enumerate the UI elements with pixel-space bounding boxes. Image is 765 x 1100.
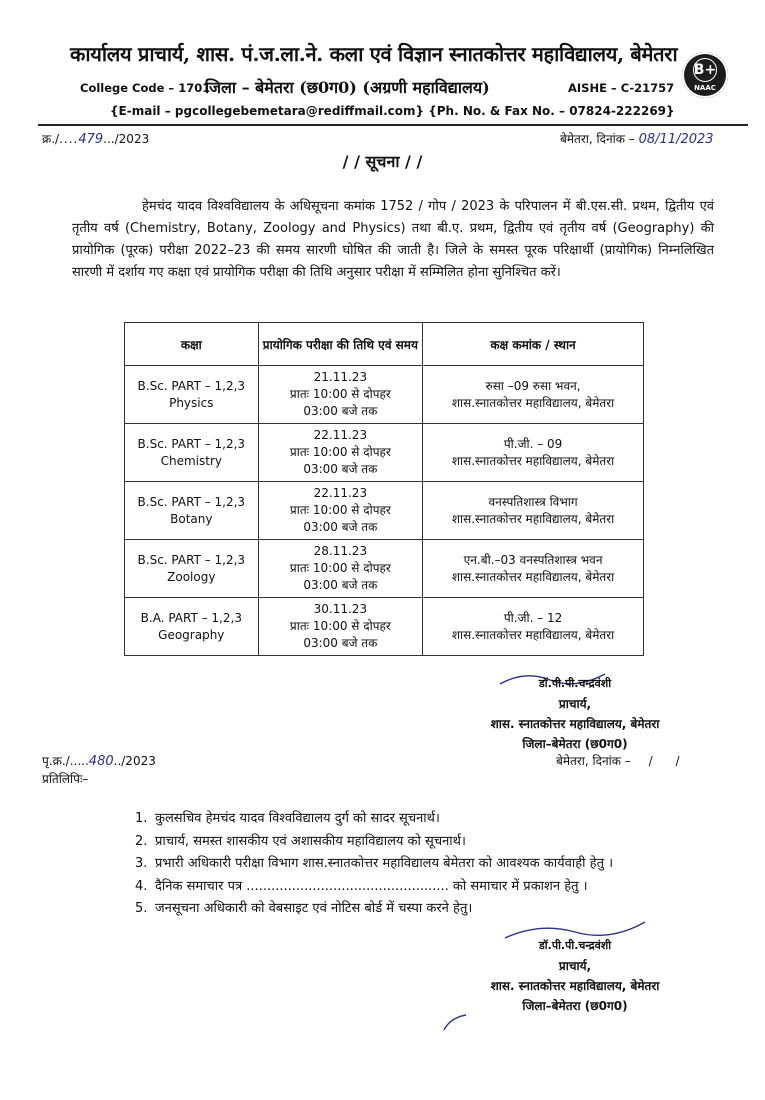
ref-prefix: क्र./	[42, 132, 60, 146]
exam-time-start: प्रातः 10:00 से दोपहर	[289, 561, 391, 575]
subject-name: Geography	[158, 627, 225, 642]
header-class: कक्षा	[125, 323, 259, 366]
ref-prefix: पृ.क्र./	[42, 754, 70, 768]
table-header-row	[125, 323, 644, 366]
exam-date: 22.11.23	[313, 428, 368, 442]
list-item-text: प्रभारी अधिकारी परीक्षा विभाग शास.स्नातकोत्तर महाविद्यालय बेमेतरा को आवश्यक कार्यवाही हेतु ।	[155, 856, 614, 871]
naac-badge-icon	[682, 52, 728, 98]
room-number: एन.बी.–03 वनस्पतिशास्त्र भवन	[463, 552, 603, 567]
table-row	[125, 366, 644, 424]
letterhead-title: कार्यालय प्राचार्य, शास. पं.ज.ला.ने. कला एवं विज्ञान स्नातकोत्तर महाविद्यालय, बेमेतरा	[70, 42, 678, 66]
header-date-time: प्रायोगिक परीक्षा की तिथि एवं समय	[258, 323, 423, 366]
list-item-text: दैनिक समाचार पत्र ................................................. को समाचार में प्रकाशन हेतु ।	[155, 878, 588, 894]
naac-label: NAAC	[694, 84, 716, 92]
exam-time-end: 03:00 बजे तक	[303, 520, 378, 534]
class-name: B.Sc. PART – 1,2,3	[137, 494, 246, 509]
principal-name: डॉ.पी.पी.चन्द्रवंशी	[538, 939, 612, 952]
table-row	[125, 540, 644, 598]
room-location: शास.स्नातकोत्तर महाविद्यालय, बेमेतरा	[451, 569, 615, 584]
subject-name: Zoology	[167, 569, 216, 584]
room-number: वनस्पतिशास्त्र विभाग	[488, 494, 578, 509]
signature-block-1	[440, 674, 710, 754]
class-name: B.Sc. PART – 1,2,3	[137, 552, 246, 567]
exam-time-end: 03:00 बजे तक	[303, 462, 378, 476]
list-item: 4. दैनिक समाचार पत्र ................................................. को समाचार में प्रकाशन हेतु ।	[135, 878, 588, 894]
college-code: College Code – 1701	[80, 81, 211, 95]
list-item-text: प्राचार्य, समस्त शासकीय एवं अशासकीय महाविद्यालय को सूचनार्थ।	[155, 833, 466, 849]
date-cell	[258, 482, 423, 540]
room-cell	[423, 482, 644, 540]
date-cell	[258, 366, 423, 424]
class-name: B.Sc. PART – 1,2,3	[137, 378, 246, 393]
room-number: पी.जी. – 09	[503, 436, 563, 451]
subject-name: Chemistry	[160, 453, 222, 468]
ref-number-bottom: पृ.क्र./.....480../2023	[42, 754, 156, 769]
exam-timetable	[124, 322, 644, 656]
table-row	[125, 598, 644, 656]
list-item-text: जनसूचना अधिकारी को वेबसाइट एवं नोटिस बोर्ड में चस्पा करने हेतु।	[155, 901, 473, 916]
date-top	[560, 130, 714, 147]
notice-body-text: हेमचंद यादव विश्वविद्यालय के अधिसूचना कमांक 1752 / गोप / 2023 के परिपालन में बी.एस.सी. प्रथम, द्वितीय एवं तृतीय वर्ष (Chemistry, Botany, Zoology and Physics) तथा बी.ए. प्रथम, द्वितीय एवं तृतीय वर्ष (Geography) की प्रायोगिक (पूरक) परीक्षा 2022–23 की समय सारणी घोषित की जाती है। जिले के समस्त पूरक परिक्षार्थी (प्रायोगिक) निम्नलिखित सारणी में दर्शाय गए कक्षा एवं प्रायोगिक परीक्षा की तिथि अनुसार परीक्षा में सम्मिलित होना सुनिश्चित करें।	[72, 199, 714, 280]
class-cell	[125, 598, 259, 656]
notice-heading: / / सूचना / /	[342, 152, 423, 171]
cc-label: प्रतिलिपिः–	[42, 772, 89, 786]
list-item: 1. कुलसचिव हेमचंद यादव विश्वविद्यालय दुर्ग को सादर सूचनार्थ।	[135, 811, 440, 826]
room-cell	[423, 598, 644, 656]
class-cell	[125, 366, 259, 424]
ref-year: /2023	[114, 132, 150, 146]
list-item: 2. प्राचार्य, समस्त शासकीय एवं अशासकीय महाविद्यालय को सूचनार्थ।	[135, 833, 466, 849]
class-name: B.A. PART – 1,2,3	[140, 610, 242, 625]
header-room: कक्ष कमांक / स्थान	[423, 323, 644, 366]
exam-time-start: प्रातः 10:00 से दोपहर	[289, 445, 391, 459]
district-line: जिला – बेमेतरा (छ0ग0) (अग्रणी महाविद्यालय)	[205, 78, 490, 97]
class-cell	[125, 540, 259, 598]
date-cell	[258, 598, 423, 656]
date-bottom	[556, 752, 680, 769]
room-cell	[423, 424, 644, 482]
subject-name: Physics	[169, 395, 214, 410]
signature-block-2	[440, 936, 710, 1016]
exam-date: 22.11.23	[313, 486, 368, 500]
room-location: शास.स्नातकोत्तर महाविद्यालय, बेमेतरा	[451, 627, 615, 642]
principal-designation: प्राचार्य,	[558, 697, 592, 711]
exam-time-end: 03:00 बजे तक	[303, 636, 378, 650]
date-label: बेमेतरा, दिनांक –	[560, 132, 635, 146]
table-row	[125, 424, 644, 482]
class-name: B.Sc. PART – 1,2,3	[137, 436, 246, 451]
exam-date: 30.11.23	[313, 602, 368, 616]
date-cell	[258, 540, 423, 598]
copy-to-list	[135, 808, 735, 921]
principal-institution: शास. स्नातकोत्तर महाविद्यालय, बेमेतरा	[490, 717, 660, 731]
exam-time-end: 03:00 बजे तक	[303, 578, 378, 592]
date-blank: / /	[648, 754, 680, 768]
list-item: 3. प्रभारी अधिकारी परीक्षा विभाग शास.स्नातकोत्तर महाविद्यालय बेमेतरा को आवश्यक कार्यवाही हेतु ।	[135, 856, 614, 871]
room-number: रुसा –09 रुसा भवन,	[485, 378, 581, 393]
exam-date: 28.11.23	[313, 544, 368, 558]
table-row	[125, 482, 644, 540]
date-label: बेमेतरा, दिनांक –	[556, 754, 631, 768]
room-number: पी.जी. – 12	[503, 610, 563, 625]
principal-institution: शास. स्नातकोत्तर महाविद्यालय, बेमेतरा	[490, 979, 660, 993]
principal-district: जिला–बेमेतरा (छ0ग0)	[522, 737, 628, 751]
subject-name: Botany	[170, 511, 213, 526]
class-cell	[125, 482, 259, 540]
principal-name: डॉ.पी.पी.चन्द्रवंशी	[538, 677, 612, 690]
exam-date: 21.11.23	[313, 370, 368, 384]
principal-designation: प्राचार्य,	[558, 959, 592, 973]
principal-district: जिला–बेमेतरा (छ0ग0)	[522, 999, 628, 1013]
date-handwritten: 08/11/2023	[638, 132, 714, 147]
notice-body	[72, 196, 714, 284]
date-cell	[258, 424, 423, 482]
exam-time-end: 03:00 बजे तक	[303, 404, 378, 418]
room-location: शास.स्नातकोत्तर महाविद्यालय, बेमेतरा	[451, 511, 615, 526]
tick-mark-icon	[440, 1012, 470, 1034]
ref-number-handwritten: 479	[78, 132, 104, 147]
room-location: शास.स्नातकोत्तर महाविद्यालय, बेमेतरा	[451, 453, 615, 468]
class-cell	[125, 424, 259, 482]
room-location: शास.स्नातकोत्तर महाविद्यालय, बेमेतरा	[451, 395, 615, 410]
aishe-code: AISHE – C-21757	[568, 81, 675, 95]
header-divider	[38, 124, 748, 126]
ref-number-handwritten: 480	[88, 754, 114, 769]
list-item: 5. जनसूचना अधिकारी को वेबसाइट एवं नोटिस बोर्ड में चस्पा करने हेतु।	[135, 901, 473, 916]
ref-number-top: क्र./....479.../2023	[42, 132, 150, 147]
ref-year: /2023	[121, 754, 156, 768]
room-cell	[423, 540, 644, 598]
exam-time-start: प्रातः 10:00 से दोपहर	[289, 619, 391, 633]
exam-time-start: प्रातः 10:00 से दोपहर	[289, 503, 391, 517]
room-cell	[423, 366, 644, 424]
contact-line: {E-mail – pgcollegebemetara@rediffmail.com} {Ph. No. & Fax No. – 07824-222269}	[110, 104, 675, 118]
exam-time-start: प्रातः 10:00 से दोपहर	[289, 387, 391, 401]
list-item-text: कुलसचिव हेमचंद यादव विश्वविद्यालय दुर्ग को सादर सूचनार्थ।	[155, 811, 440, 826]
naac-grade: B+	[693, 58, 717, 82]
